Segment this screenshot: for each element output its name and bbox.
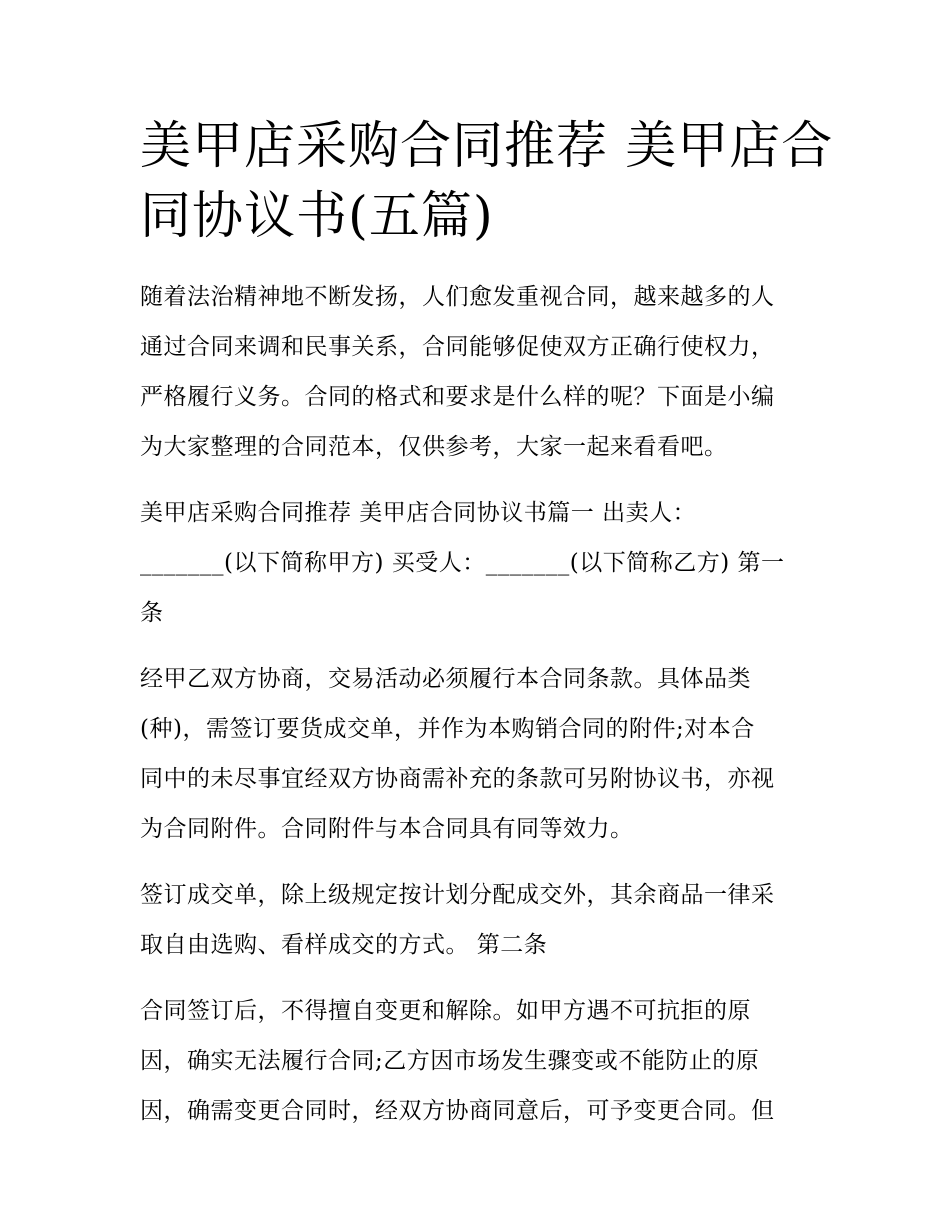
text-line: 签订成交单，除上级规定按计划分配成交外，其余商品一律采	[140, 882, 775, 908]
text-line: 因，确实无法履行合同;乙方因市场发生骤变或不能防止的原	[140, 1048, 760, 1074]
text-line: 条	[140, 600, 164, 626]
text-line: 通过合同来调和民事关系，合同能够促使双方正确行使权力，	[140, 334, 775, 360]
text-line: 同中的未尽事宜经双方协商需补充的条款可另附协议书，亦视	[140, 766, 775, 792]
text-line: 美甲店采购合同推荐 美甲店合同协议书篇一 出卖人：	[140, 500, 697, 526]
title-line: 美甲店采购合同推荐 美甲店合	[140, 117, 834, 176]
intro-paragraph	[140, 272, 820, 472]
text-line: 经甲乙双方协商，交易活动必须履行本合同条款。具体品类	[140, 666, 751, 692]
text-line: 严格履行义务。合同的格式和要求是什么样的呢？下面是小编	[140, 384, 775, 410]
text-line: 为合同附件。合同附件与本合同具有同等效力。	[140, 816, 634, 842]
document-title	[140, 112, 834, 252]
order-method-paragraph	[140, 870, 820, 970]
article-one-paragraph	[140, 654, 820, 854]
document-page	[140, 112, 834, 1152]
text-line: 合同签订后，不得擅自变更和解除。如甲方遇不可抗拒的原	[140, 998, 751, 1024]
text-line: 为大家整理的合同范本，仅供参考，大家一起来看看吧。	[140, 434, 728, 460]
article-two-paragraph	[140, 986, 820, 1136]
text-line: 因，确需变更合同时，经双方协商同意后，可予变更合同。但	[140, 1098, 775, 1124]
parties-paragraph	[140, 488, 820, 638]
title-line: 同协议书(五篇)	[140, 187, 494, 246]
text-line: _______(以下简称甲方) 买受人：_______(以下简称乙方) 第一	[140, 550, 785, 576]
text-line: 随着法治精神地不断发扬，人们愈发重视合同，越来越多的人	[140, 284, 775, 310]
text-line: 取自由选购、看样成交的方式。 第二条	[140, 932, 548, 958]
text-line: (种)，需签订要货成交单，并作为本购销合同的附件;对本合	[140, 716, 755, 742]
